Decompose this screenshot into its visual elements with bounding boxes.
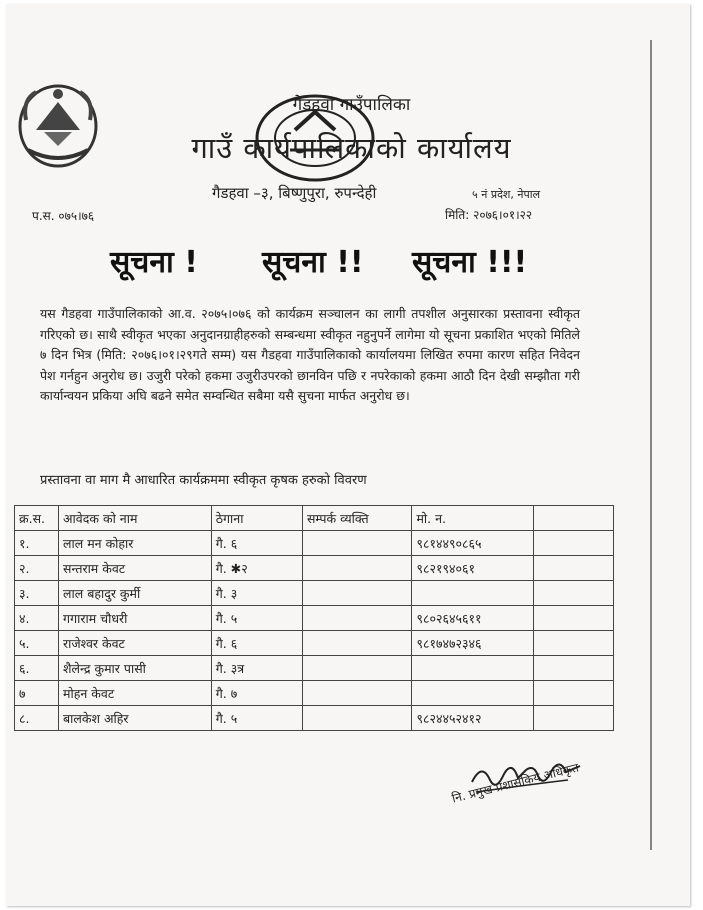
table-row [15,556,614,581]
table-row [15,706,614,731]
cell-name: शैलेन्द्र कुमार पासी [59,656,212,681]
cell-contact-person [302,681,411,706]
cell-address: गै. ५ [211,706,302,731]
col-header-name: आवेदक को नाम [59,506,212,531]
table-subheading: प्रस्तावना वा माग मै आधारित कार्यक्रममा स्वीकृत कृषक हरुको विवरण [40,473,367,488]
cell-address: गै. ३ [211,581,302,606]
cell-blank [534,531,614,556]
cell-name: बालकेश अहिर [59,706,212,731]
table-row [15,606,614,631]
cell-mobile: ९८१७४७२३४६ [412,631,534,656]
notice-heading-3: सूचना !!! [412,245,528,280]
cell-sn: ४. [15,606,59,631]
cell-address: गै. ५ [211,606,302,631]
cell-address: गै. ६ [211,631,302,656]
cell-contact-person [302,531,411,556]
cell-blank [534,581,614,606]
cell-address: गै. ७ [211,681,302,706]
notice-heading-row [0,240,703,290]
cell-name: राजेश्वर केवट [59,631,212,656]
province-label: ५ नं प्रदेश, नेपाल [472,188,541,201]
cell-blank [534,606,614,631]
office-address: गैडहवा –३, बिष्णुपुरा, रुपन्देही [212,184,377,202]
cell-sn: ५. [15,631,59,656]
table-row [15,656,614,681]
cell-contact-person [302,631,411,656]
cell-contact-person [302,656,411,681]
cell-blank [534,631,614,656]
cell-sn: ६. [15,656,59,681]
cell-mobile: ९८०२६४५६११ [412,606,534,631]
cell-mobile [412,581,534,606]
office-title: गाउँ कार्यपालिकाको कार्यालय [191,131,512,165]
cell-contact-person [302,556,411,581]
cell-sn: ७ [15,681,59,706]
table-row [15,581,614,606]
reference-number: प.स. ०७५।७६ [32,209,95,223]
cell-sn: १. [15,531,59,556]
notice-body-paragraph: यस गैडहवा गाउँपालिकाको आ.व. २०७५।०७६ को कार्यक्रम सञ्चालन का लागी तपशील अनुसारका प्रस्तावना स्वीकृत गरिएको छ। साथै स्वीकृत भएका अनुदानग्राहीहरुको सम्बन्धमा स्वीकृत नहुनुपर्ने लागेमा यो सूचना प्रकाशित भएको मितिले ७ दिन भित्र (मिति: २०७६।०१।२९गते सम्म) यस गैडहवा गाउँपालिकाको कार्यालयमा लिखित रुपमा कारण सहित निवेदन पेश गर्नहुन अनुरोध छ। उजुरी परेको हकमा उजुरीउपरको छानविन पछि र नपरेकाको हकमा आठौ दिन देखी सम्झौता गरी कार्यान्वयन प्रकिया अघि बढने समेत सम्वन्धित सबैमा यसै सुचना मार्फत अनुरोध छ। [40,306,580,403]
approved-farmers-table [14,505,614,731]
cell-address: गै. ६ [211,531,302,556]
col-header-address: ठेगाना [211,506,302,531]
notice-heading-2: सूचना !! [262,245,364,280]
signatory-title: नि. प्रमुख प्रशासकिय अधिकृत [450,760,581,806]
cell-name: गगाराम चौधरी [59,606,212,631]
cell-sn: ३. [15,581,59,606]
cell-address: गै. ३त्र [211,656,302,681]
notice-heading-1: सूचना ! [110,245,198,280]
municipality-name: गैडहवा गाउँपालिका [292,95,411,115]
cell-mobile: ९८२४४५२४१२ [412,706,534,731]
cell-mobile [412,656,534,681]
table-row [15,631,614,656]
cell-blank [534,656,614,681]
cell-name: मोहन केवट [59,681,212,706]
cell-name: लाल मन कोहार [59,531,212,556]
cell-sn: २. [15,556,59,581]
cell-name: सन्तराम केवट [59,556,212,581]
cell-mobile [412,681,534,706]
cell-mobile: ९८२१९४०६१ [412,556,534,581]
col-header-mobile: मो. न. [412,506,534,531]
table-row [15,681,614,706]
cell-contact-person [302,606,411,631]
cell-sn: ८. [15,706,59,731]
issue-date: मिति: २०७६।०१।२२ [445,208,533,222]
cell-contact-person [302,706,411,731]
cell-address: गै. ✱२ [211,556,302,581]
cell-blank [534,556,614,581]
table-row [15,531,614,556]
cell-name: लाल बहादुर कुर्मी [59,581,212,606]
cell-mobile: ९८१४४९०८६५ [412,531,534,556]
cell-blank [534,706,614,731]
cell-blank [534,681,614,706]
col-header-sn: क्र.स. [15,506,59,531]
col-header-blank [534,506,614,531]
cell-contact-person [302,581,411,606]
col-header-contact-person: सम्पर्क व्यक्ति [302,506,411,531]
table-header-row [15,506,614,531]
